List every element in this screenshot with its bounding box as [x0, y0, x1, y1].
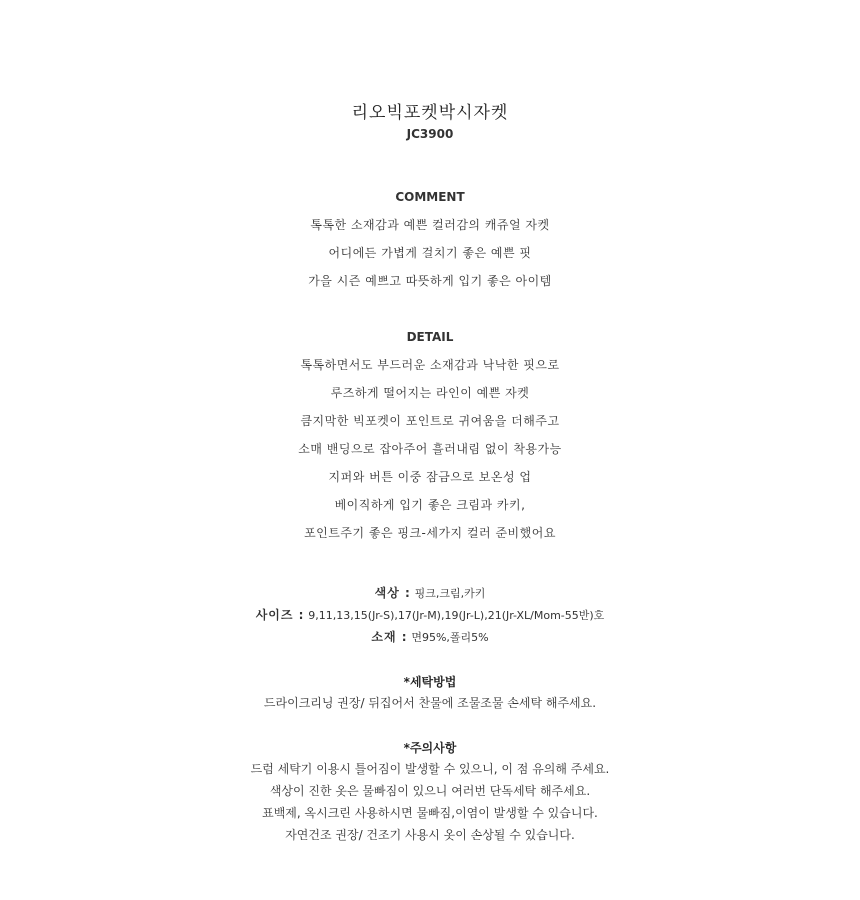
spec-size-value: 9,11,13,15(Jr-S),17(Jr-M),19(Jr-L),21(Jr-XL/Mom-55반)호: [308, 609, 605, 622]
washing-heading: *세탁방법: [403, 675, 457, 689]
spec-material-value: 면95%,폴리5%: [411, 631, 489, 644]
comment-heading: COMMENT: [395, 190, 465, 204]
spec-color: [0, 585, 860, 602]
product-title: 리오빅포켓박시자켓: [351, 103, 509, 123]
caution-line: 색상이 진한 옷은 물빠짐이 있으니 여러번 단독세탁 해주세요.: [269, 784, 591, 798]
caution-line: 표백제, 옥시크린 사용하시면 물빠짐,이염이 발생할 수 있습니다.: [262, 806, 598, 820]
detail-line: 소매 밴딩으로 잡아주어 흘러내림 없이 착용가능: [298, 442, 562, 456]
caution-line: 자연건조 권장/ 건조기 사용시 옷이 손상될 수 있습니다.: [285, 828, 575, 842]
caution-line: 드럼 세탁기 이용시 틀어짐이 발생할 수 있으니, 이 점 유의해 주세요.: [250, 762, 610, 776]
spec-size: [0, 607, 860, 624]
spec-size-label: 사이즈 :: [255, 608, 305, 622]
detail-line: 지퍼와 버튼 이중 잠금으로 보온성 업: [328, 470, 532, 484]
spec-color-label: 색상 :: [374, 586, 411, 600]
spec-material-label: 소재 :: [371, 630, 408, 644]
caution-heading: *주의사항: [403, 741, 457, 755]
comment-line: 가을 시즌 예쁘고 따뜻하게 입기 좋은 아이템: [308, 274, 552, 288]
detail-heading: DETAIL: [406, 330, 454, 344]
detail-line: 베이직하게 입기 좋은 크림과 카키,: [334, 498, 526, 512]
product-code: JC3900: [406, 127, 454, 141]
spec-color-value: 핑크,크림,카키: [414, 587, 486, 600]
detail-line: 톡톡하면서도 부드러운 소재감과 낙낙한 핏으로: [300, 358, 560, 372]
comment-line: 어디에든 가볍게 걸치기 좋은 예쁜 핏: [328, 246, 532, 260]
detail-line: 큼지막한 빅포켓이 포인트로 귀여움을 더해주고: [300, 414, 560, 428]
detail-line: 포인트주기 좋은 핑크-세가지 컬러 준비했어요: [304, 526, 556, 540]
spec-material: [0, 629, 860, 646]
detail-line: 루즈하게 떨어지는 라인이 예쁜 자켓: [330, 386, 530, 400]
washing-line: 드라이크리닝 권장/ 뒤집어서 찬물에 조물조물 손세탁 해주세요.: [263, 696, 597, 710]
comment-line: 톡톡한 소재감과 예쁜 컬러감의 캐쥬얼 자켓: [310, 218, 550, 232]
